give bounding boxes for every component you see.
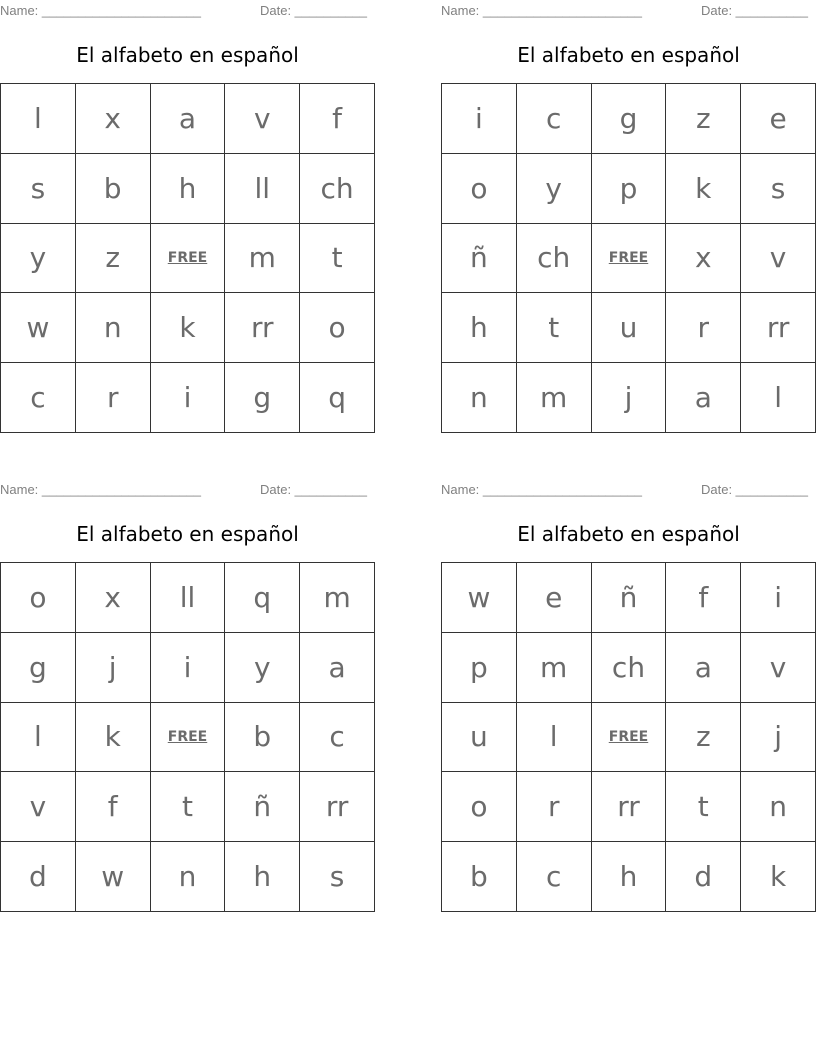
bingo-card-1 <box>0 0 375 435</box>
grid-cell: l <box>517 703 592 773</box>
grid-cell: v <box>741 224 816 294</box>
grid-cell: o <box>300 293 375 363</box>
grid-cell: x <box>666 224 741 294</box>
date-field: Date: __________ <box>260 482 367 497</box>
grid-cell: ll <box>151 563 226 633</box>
grid-cell: s <box>1 154 76 224</box>
grid-cell: m <box>517 363 592 433</box>
grid-cell: i <box>741 563 816 633</box>
card-title: El alfabeto en español <box>517 522 740 546</box>
grid-cell: o <box>1 563 76 633</box>
grid-cell: v <box>741 633 816 703</box>
card-title: El alfabeto en español <box>517 43 740 67</box>
grid-cell: v <box>225 84 300 154</box>
grid-cell: w <box>1 293 76 363</box>
grid-cell: t <box>517 293 592 363</box>
grid-cell: w <box>442 563 517 633</box>
card-header <box>441 3 816 19</box>
grid-cell: s <box>741 154 816 224</box>
card-header <box>441 482 816 498</box>
grid-cell: t <box>151 772 226 842</box>
grid-cell: ch <box>592 633 667 703</box>
card-header <box>0 3 375 19</box>
grid-cell: p <box>442 633 517 703</box>
date-field: Date: __________ <box>701 482 808 497</box>
free-cell: FREE <box>151 703 226 773</box>
grid-cell: ñ <box>442 224 517 294</box>
grid-cell: q <box>300 363 375 433</box>
name-field: Name: ______________________ <box>0 3 201 18</box>
grid-cell: z <box>666 84 741 154</box>
grid-cell: x <box>76 563 151 633</box>
bingo-card-3 <box>0 479 375 914</box>
card-header <box>0 482 375 498</box>
grid-cell: a <box>300 633 375 703</box>
grid-cell: c <box>300 703 375 773</box>
grid-cell: h <box>592 842 667 912</box>
grid-cell: y <box>517 154 592 224</box>
grid-cell: i <box>151 363 226 433</box>
grid-cell: k <box>76 703 151 773</box>
grid-cell: b <box>442 842 517 912</box>
grid-cell: k <box>741 842 816 912</box>
grid-cell: h <box>442 293 517 363</box>
grid-cell: c <box>1 363 76 433</box>
grid-cell: g <box>225 363 300 433</box>
grid-cell: j <box>76 633 151 703</box>
grid-cell: n <box>151 842 226 912</box>
grid-cell: f <box>300 84 375 154</box>
grid-cell: rr <box>592 772 667 842</box>
date-field: Date: __________ <box>260 3 367 18</box>
grid-cell: k <box>666 154 741 224</box>
grid-cell: ñ <box>225 772 300 842</box>
grid-cell: h <box>151 154 226 224</box>
grid-cell: l <box>741 363 816 433</box>
grid-cell: rr <box>300 772 375 842</box>
free-cell: FREE <box>592 224 667 294</box>
grid-cell: a <box>151 84 226 154</box>
grid-cell: r <box>517 772 592 842</box>
date-field: Date: __________ <box>701 3 808 18</box>
grid-cell: m <box>300 563 375 633</box>
card-title: El alfabeto en español <box>76 43 299 67</box>
grid-cell: c <box>517 842 592 912</box>
name-field: Name: ______________________ <box>441 3 642 18</box>
grid-cell: e <box>741 84 816 154</box>
grid-cell: z <box>666 703 741 773</box>
grid-cell: o <box>442 154 517 224</box>
grid-cell: e <box>517 563 592 633</box>
grid-cell: p <box>592 154 667 224</box>
grid-cell: h <box>225 842 300 912</box>
card-title: El alfabeto en español <box>76 522 299 546</box>
grid-cell: u <box>442 703 517 773</box>
grid-cell: b <box>225 703 300 773</box>
grid-cell: u <box>592 293 667 363</box>
grid-cell: ñ <box>592 563 667 633</box>
bingo-grid <box>0 562 375 912</box>
grid-cell: c <box>517 84 592 154</box>
grid-cell: n <box>442 363 517 433</box>
grid-cell: k <box>151 293 226 363</box>
grid-cell: i <box>151 633 226 703</box>
free-cell: FREE <box>592 703 667 773</box>
grid-cell: n <box>76 293 151 363</box>
grid-cell: y <box>1 224 76 294</box>
grid-cell: s <box>300 842 375 912</box>
bingo-card-4 <box>441 479 816 914</box>
grid-cell: m <box>517 633 592 703</box>
grid-cell: j <box>741 703 816 773</box>
grid-cell: d <box>1 842 76 912</box>
grid-cell: v <box>1 772 76 842</box>
grid-cell: f <box>666 563 741 633</box>
grid-cell: o <box>442 772 517 842</box>
grid-cell: d <box>666 842 741 912</box>
grid-cell: z <box>76 224 151 294</box>
grid-cell: ch <box>300 154 375 224</box>
grid-cell: a <box>666 633 741 703</box>
grid-cell: t <box>300 224 375 294</box>
grid-cell: g <box>592 84 667 154</box>
bingo-grid <box>441 83 816 433</box>
grid-cell: ll <box>225 154 300 224</box>
grid-cell: l <box>1 84 76 154</box>
grid-cell: y <box>225 633 300 703</box>
grid-cell: i <box>442 84 517 154</box>
grid-cell: ch <box>517 224 592 294</box>
bingo-card-2 <box>441 0 816 435</box>
grid-cell: w <box>76 842 151 912</box>
grid-cell: r <box>76 363 151 433</box>
grid-cell: a <box>666 363 741 433</box>
grid-cell: q <box>225 563 300 633</box>
grid-cell: t <box>666 772 741 842</box>
grid-cell: x <box>76 84 151 154</box>
grid-cell: rr <box>741 293 816 363</box>
name-field: Name: ______________________ <box>441 482 642 497</box>
grid-cell: l <box>1 703 76 773</box>
free-cell: FREE <box>151 224 226 294</box>
grid-cell: r <box>666 293 741 363</box>
grid-cell: m <box>225 224 300 294</box>
grid-cell: j <box>592 363 667 433</box>
bingo-grid <box>441 562 816 912</box>
grid-cell: b <box>76 154 151 224</box>
grid-cell: g <box>1 633 76 703</box>
grid-cell: rr <box>225 293 300 363</box>
name-field: Name: ______________________ <box>0 482 201 497</box>
grid-cell: f <box>76 772 151 842</box>
grid-cell: n <box>741 772 816 842</box>
bingo-grid <box>0 83 375 433</box>
